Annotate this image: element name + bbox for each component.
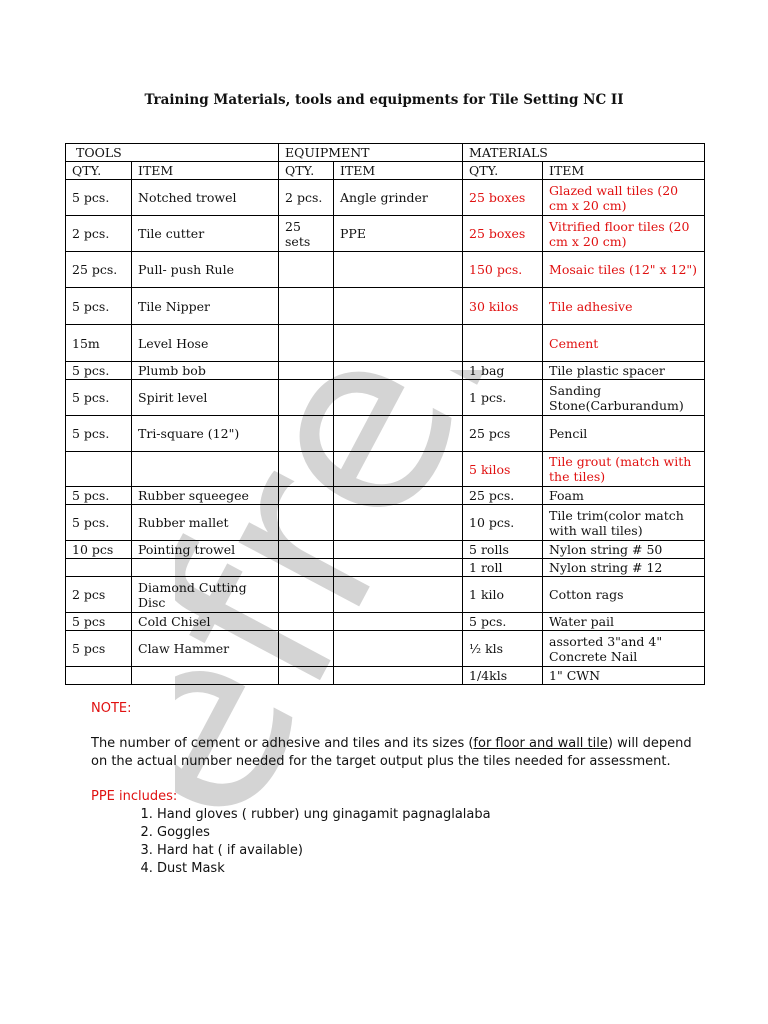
- section-header-row: [66, 144, 705, 162]
- note-text-underlined: for floor and wall tile: [473, 736, 608, 751]
- table-row: [66, 667, 705, 685]
- note-text-end: ) will depend on the actual number needed for the target output plus the tiles needed for assessment.: [91, 736, 692, 769]
- materials-qty-cell: 25 pcs.: [463, 487, 543, 505]
- equipment-item-cell: [334, 631, 463, 667]
- equipment-item-cell: [334, 362, 463, 380]
- tools-qty-cell: 5 pcs.: [66, 487, 132, 505]
- materials-item-cell: Tile adhesive: [543, 288, 705, 325]
- table-row: [66, 487, 705, 505]
- notes-section: [91, 700, 711, 878]
- tools-qty-cell: 5 pcs: [66, 631, 132, 667]
- materials-item-cell: Water pail: [543, 613, 705, 631]
- tools-item-cell: [132, 452, 279, 487]
- table-row: [66, 288, 705, 325]
- ppe-label: PPE includes:: [91, 789, 178, 804]
- materials-item-cell: Nylon string # 50: [543, 541, 705, 559]
- equipment-item-cell: PPE: [334, 216, 463, 252]
- equipment-item-cell: [334, 577, 463, 613]
- equipment-item-cell: Angle grinder: [334, 180, 463, 216]
- materials-qty-header: QTY.: [463, 162, 543, 180]
- table-row: [66, 452, 705, 487]
- equipment-qty-cell: [279, 613, 334, 631]
- tools-qty-cell: 25 pcs.: [66, 252, 132, 288]
- materials-qty-cell: ½ kls: [463, 631, 543, 667]
- materials-item-cell: Foam: [543, 487, 705, 505]
- tools-qty-cell: 2 pcs.: [66, 216, 132, 252]
- tools-qty-cell: 15m: [66, 325, 132, 362]
- tools-item-header: ITEM: [132, 162, 279, 180]
- note-paragraph: [91, 735, 711, 771]
- equipment-qty-cell: [279, 252, 334, 288]
- tools-qty-cell: 10 pcs: [66, 541, 132, 559]
- equipment-qty-cell: [279, 541, 334, 559]
- tools-item-cell: Tile Nipper: [132, 288, 279, 325]
- materials-item-cell: Pencil: [543, 416, 705, 452]
- equipment-item-cell: [334, 416, 463, 452]
- equipment-item-cell: [334, 252, 463, 288]
- table-row: [66, 252, 705, 288]
- tools-qty-cell: 5 pcs.: [66, 416, 132, 452]
- equipment-item-cell: [334, 325, 463, 362]
- materials-qty-cell: 25 boxes: [463, 216, 543, 252]
- equipment-qty-cell: [279, 380, 334, 416]
- equipment-item-cell: [334, 288, 463, 325]
- equipment-item-header: ITEM: [334, 162, 463, 180]
- equipment-qty-cell: [279, 452, 334, 487]
- equipment-qty-cell: [279, 487, 334, 505]
- ppe-item: 3. Hard hat ( if available): [157, 842, 711, 860]
- materials-item-header: ITEM: [543, 162, 705, 180]
- materials-qty-cell: 5 kilos: [463, 452, 543, 487]
- tools-item-cell: Notched trowel: [132, 180, 279, 216]
- ppe-item: 2. Goggles: [157, 824, 711, 842]
- materials-item-cell: Cement: [543, 325, 705, 362]
- equipment-item-cell: [334, 452, 463, 487]
- equipment-header: EQUIPMENT: [279, 144, 463, 162]
- equipment-qty-cell: 25 sets: [279, 216, 334, 252]
- tools-item-cell: Tri-square (12"): [132, 416, 279, 452]
- tools-qty-cell: 5 pcs: [66, 613, 132, 631]
- tools-item-cell: Tile cutter: [132, 216, 279, 252]
- column-header-row: [66, 162, 705, 180]
- table-row: [66, 180, 705, 216]
- equipment-item-cell: [334, 667, 463, 685]
- tools-qty-cell: [66, 559, 132, 577]
- tools-item-cell: Pull- push Rule: [132, 252, 279, 288]
- materials-table: [65, 143, 705, 685]
- materials-qty-cell: 5 pcs.: [463, 613, 543, 631]
- tools-qty-cell: [66, 667, 132, 685]
- materials-header: MATERIALS: [463, 144, 705, 162]
- equipment-qty-cell: [279, 362, 334, 380]
- materials-qty-cell: 30 kilos: [463, 288, 543, 325]
- ppe-item: 4. Dust Mask: [157, 860, 711, 878]
- table-row: [66, 416, 705, 452]
- table-row: [66, 380, 705, 416]
- equipment-item-cell: [334, 613, 463, 631]
- table-row: [66, 613, 705, 631]
- materials-qty-cell: 1 kilo: [463, 577, 543, 613]
- tools-qty-cell: 5 pcs.: [66, 288, 132, 325]
- equipment-qty-cell: [279, 559, 334, 577]
- equipment-qty-cell: [279, 577, 334, 613]
- materials-item-cell: Nylon string # 12: [543, 559, 705, 577]
- tools-qty-cell: 5 pcs.: [66, 380, 132, 416]
- equipment-item-cell: [334, 541, 463, 559]
- table-row: [66, 216, 705, 252]
- tools-header: TOOLS: [66, 144, 279, 162]
- page-title: Training Materials, tools and equipments for Tile Setting NC II: [144, 92, 624, 108]
- materials-item-cell: Mosaic tiles (12" x 12"): [543, 252, 705, 288]
- tools-item-cell: [132, 559, 279, 577]
- note-text-start: The number of cement or adhesive and tiles and its sizes (: [91, 736, 474, 751]
- tools-item-cell: Diamond Cutting Disc: [132, 577, 279, 613]
- tools-item-cell: Claw Hammer: [132, 631, 279, 667]
- tools-qty-cell: 5 pcs.: [66, 180, 132, 216]
- table-row: [66, 631, 705, 667]
- equipment-qty-cell: [279, 631, 334, 667]
- equipment-qty-cell: [279, 325, 334, 362]
- equipment-qty-header: QTY.: [279, 162, 334, 180]
- tools-item-cell: Rubber squeegee: [132, 487, 279, 505]
- materials-item-cell: Sanding Stone(Carburandum): [543, 380, 705, 416]
- materials-item-cell: assorted 3"and 4" Concrete Nail: [543, 631, 705, 667]
- table-row: [66, 541, 705, 559]
- materials-item-cell: Glazed wall tiles (20 cm x 20 cm): [543, 180, 705, 216]
- materials-item-cell: Cotton rags: [543, 577, 705, 613]
- tools-item-cell: Cold Chisel: [132, 613, 279, 631]
- materials-qty-cell: 1 bag: [463, 362, 543, 380]
- ppe-item: 1. Hand gloves ( rubber) ung ginagamit pagnaglalaba: [157, 806, 711, 824]
- table-row: [66, 577, 705, 613]
- tools-item-cell: Level Hose: [132, 325, 279, 362]
- materials-qty-cell: 25 pcs: [463, 416, 543, 452]
- equipment-qty-cell: 2 pcs.: [279, 180, 334, 216]
- tools-qty-header: QTY.: [66, 162, 132, 180]
- materials-qty-cell: 1 pcs.: [463, 380, 543, 416]
- tools-item-cell: Rubber mallet: [132, 505, 279, 541]
- materials-item-cell: 1" CWN: [543, 667, 705, 685]
- tools-item-cell: Plumb bob: [132, 362, 279, 380]
- equipment-qty-cell: [279, 667, 334, 685]
- materials-qty-cell: 1/4kls: [463, 667, 543, 685]
- tools-item-cell: Pointing trowel: [132, 541, 279, 559]
- tools-item-cell: [132, 667, 279, 685]
- equipment-qty-cell: [279, 505, 334, 541]
- tools-item-cell: Spirit level: [132, 380, 279, 416]
- equipment-item-cell: [334, 505, 463, 541]
- equipment-item-cell: [334, 487, 463, 505]
- table-row: [66, 362, 705, 380]
- equipment-item-cell: [334, 380, 463, 416]
- table-row: [66, 325, 705, 362]
- watermark-text: efren: [175, 370, 593, 850]
- table-row: [66, 559, 705, 577]
- materials-qty-cell: [463, 325, 543, 362]
- materials-qty-cell: 10 pcs.: [463, 505, 543, 541]
- materials-item-cell: Vitrified floor tiles (20 cm x 20 cm): [543, 216, 705, 252]
- materials-item-cell: Tile grout (match with the tiles): [543, 452, 705, 487]
- equipment-item-cell: [334, 559, 463, 577]
- materials-item-cell: Tile plastic spacer: [543, 362, 705, 380]
- materials-qty-cell: 150 pcs.: [463, 252, 543, 288]
- table-row: [66, 505, 705, 541]
- materials-item-cell: Tile trim(color match with wall tiles): [543, 505, 705, 541]
- note-label: NOTE:: [91, 701, 132, 716]
- tools-qty-cell: 2 pcs: [66, 577, 132, 613]
- materials-qty-cell: 5 rolls: [463, 541, 543, 559]
- tools-qty-cell: 5 pcs.: [66, 362, 132, 380]
- tools-qty-cell: [66, 452, 132, 487]
- equipment-qty-cell: [279, 288, 334, 325]
- ppe-list: [91, 806, 711, 878]
- materials-qty-cell: 1 roll: [463, 559, 543, 577]
- equipment-qty-cell: [279, 416, 334, 452]
- materials-qty-cell: 25 boxes: [463, 180, 543, 216]
- tools-qty-cell: 5 pcs.: [66, 505, 132, 541]
